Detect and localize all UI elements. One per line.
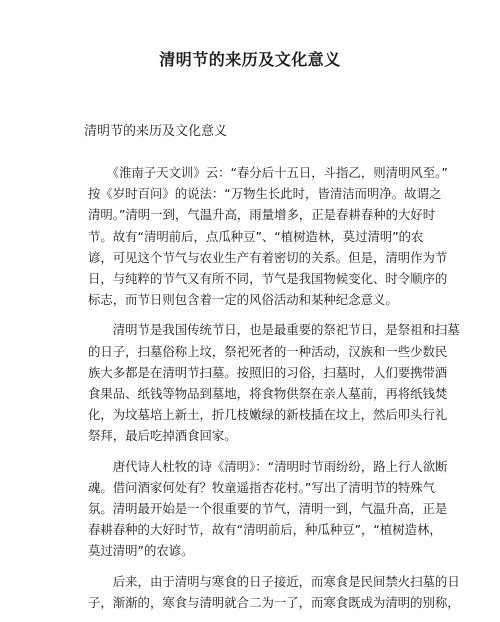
document-title: 清明节的来历及文化意义	[159, 50, 341, 69]
paragraph-line: 清明节是我国传统节日，也是最重要的祭祀节日，是祭祖和扫墓	[88, 322, 460, 338]
paragraph-line: 谚，可见这个节气与农业生产有着密切的关系。但是，清明作为节	[88, 249, 448, 265]
paragraph-line: 标志，而节日则包含着一定的风俗活动和某种纪念意义。	[88, 292, 398, 308]
paragraph-line: 氛。清明最开始是一个很重要的节气，清明一到，气温升高，正是	[88, 501, 448, 517]
paragraph-line: 节。故有“清明前后，点瓜种豆”、“植树造林，莫过清明”的农	[88, 228, 424, 244]
paragraph-line: 《淮南子天文训》云：“春分后十五日，斗指乙，则清明风至。”	[88, 165, 448, 180]
paragraph-3	[88, 456, 454, 562]
paragraph-1	[88, 162, 454, 310]
paragraph-line: 唐代诗人杜牧的诗《清明》：“清明时节雨纷纷，路上行人欲断	[88, 458, 448, 474]
paragraph-line: 春耕春种的大好时节，故有“清明前后，种瓜种豆”，“植树造林，	[88, 522, 442, 538]
paragraph-line: 族大多都是在清明节扫墓。按照旧的习俗，扫墓时，人们要携带酒	[88, 364, 448, 380]
paragraph-line: 子，渐渐的，寒食与清明就合二为一了，而寒食既成为清明的别称，	[88, 594, 460, 610]
paragraph-line: 后来，由于清明与寒食的日子接近，而寒食是民间禁火扫墓的日	[88, 573, 460, 589]
paragraph-line: 化，为坟墓培上新土，折几枝嫩绿的新枝插在坟上，然后叩头行礼	[88, 407, 448, 423]
paragraph-line: 祭拜，最后吃掉酒食回家。	[88, 428, 237, 444]
paragraph-line: 的日子，扫墓俗称上坟，祭祀死者的一种活动，汉族和一些少数民	[88, 343, 448, 359]
paragraph-line: 魂。借问酒家何处有？牧童遥指杏花村。”写出了清明节的特殊气	[88, 479, 436, 495]
paragraph-2	[88, 319, 460, 446]
paragraph-line: 按《岁时百问》的说法：“万物生长此时，皆清洁而明净。故谓之	[88, 186, 442, 202]
paragraph-line: 莫过清明”的农谚。	[88, 543, 194, 559]
section-heading: 清明节的来历及文化意义	[84, 124, 228, 139]
paragraph-line: 食果品、纸钱等物品到墓地，将食物供祭在亲人墓前，再将纸钱焚	[88, 386, 448, 402]
paragraph-line: 日，与纯粹的节气又有所不同，节气是我国物候变化、时令顺序的	[88, 271, 448, 287]
paragraph-4	[88, 571, 460, 613]
document-body	[88, 162, 460, 622]
paragraph-line: 清明。”清明一到，气温升高，雨量增多，正是春耕春种的大好时	[88, 207, 436, 223]
